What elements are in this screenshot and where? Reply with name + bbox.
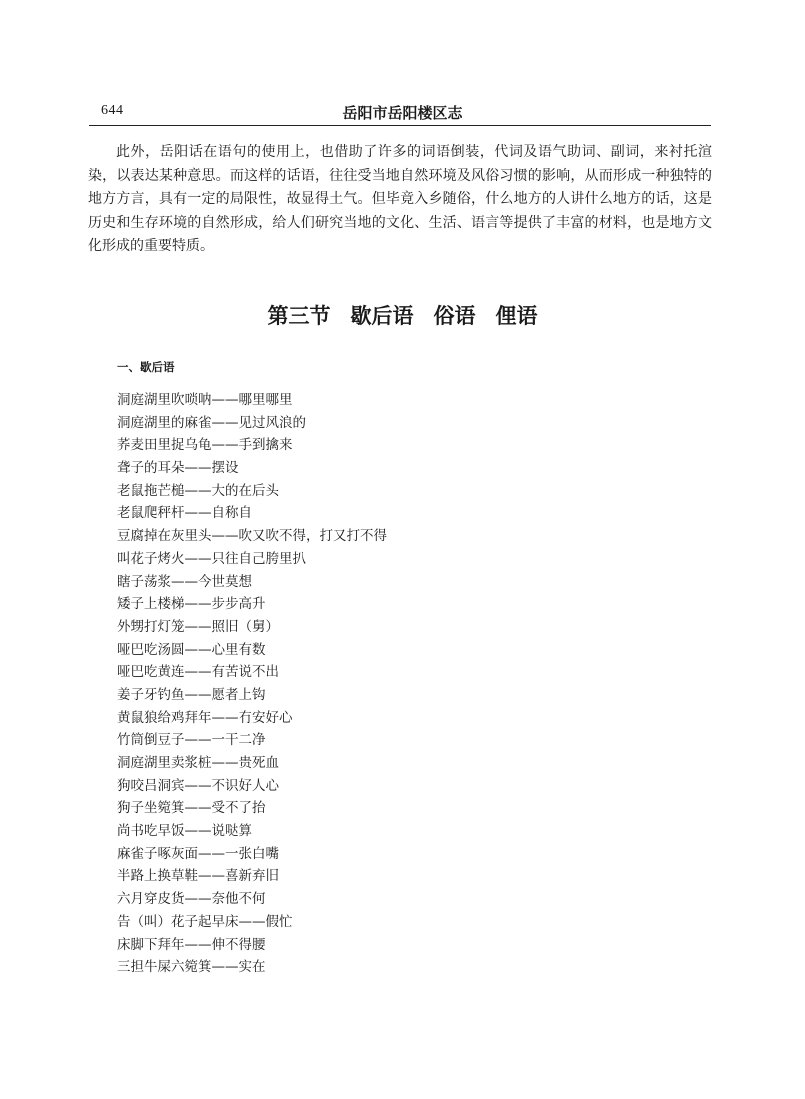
proverb-item: 六月穿皮货——奈他不何 — [117, 891, 266, 908]
proverb-item: 三担牛屎六箢箕——实在 — [117, 959, 266, 976]
page-number: 644 — [101, 103, 124, 118]
proverb-item: 洞庭湖里的麻雀——见过风浪的 — [117, 414, 306, 431]
intro-paragraph: 此外，岳阳话在语句的使用上，也借助了许多的词语倒装，代词及语气助词、副词，来衬托渲染，以表达某种意思。而这样的话语，往往受当地自然环境及风俗习惯的影响，从而形成一种独特的地方方言，具有一定的局限性，故显得土气。但毕竟入乡随俗，什么地方的人讲什么地方的话，这是历史和生存环境的自然形成，给人们研究当地的文化、生活、语言等提供了丰富的材料，也是地方文化形成的重要特质。 — [88, 144, 712, 254]
running-header-title: 岳阳市岳阳楼区志 — [342, 104, 463, 122]
proverb-item: 床脚下拜年——伸不得腰 — [117, 936, 266, 953]
proverb-item: 狗咬吕洞宾——不识好人心 — [117, 777, 279, 794]
section-title-part: 俚语 — [495, 304, 538, 328]
section-title-part: 歇后语 — [350, 304, 414, 328]
proverb-item: 麻雀子啄灰面——一张白嘴 — [117, 845, 279, 862]
proverb-item: 哑巴吃汤圆——心里有数 — [117, 641, 266, 658]
proverb-list — [117, 389, 387, 979]
proverb-item: 告（叫）花子起早床——假忙 — [117, 913, 293, 930]
proverb-item: 外甥打灯笼——照旧（舅） — [117, 618, 279, 635]
header-divider — [89, 125, 711, 126]
proverb-item: 荞麦田里捉乌龟——手到擒来 — [117, 437, 293, 454]
proverb-item: 矮子上楼梯——步步高升 — [117, 596, 266, 613]
proverb-item: 尚书吃早饭——说哒算 — [117, 823, 252, 840]
section-title-part: 俗语 — [433, 304, 476, 328]
subsection-heading: 一、歇后语 — [117, 360, 175, 374]
proverb-item: 老鼠爬秤杆——自称自 — [117, 505, 252, 522]
section-title — [0, 300, 805, 330]
proverb-item: 洞庭湖里吹唢呐——哪里哪里 — [117, 392, 293, 408]
proverb-item: 叫花子烤火——只往自己胯里扒 — [117, 550, 306, 567]
proverb-item: 哑巴吃黄连——有苦说不出 — [117, 664, 279, 681]
proverb-item: 半路上换草鞋——喜新弃旧 — [117, 868, 279, 885]
proverb-item: 姜子牙钓鱼——愿者上钩 — [117, 686, 266, 703]
proverb-item: 豆腐掉在灰里头——吹又吹不得，打又打不得 — [117, 528, 387, 545]
proverb-item: 瞎子荡浆——今世莫想 — [117, 573, 252, 590]
proverb-item: 老鼠拖芒槌——大的在后头 — [117, 482, 279, 499]
proverb-item: 聋子的耳朵——摆设 — [117, 460, 239, 477]
proverb-item: 黄鼠狼给鸡拜年——冇安好心 — [117, 709, 293, 726]
section-title-number: 第三节 — [267, 304, 331, 328]
proverb-item: 洞庭湖里卖浆桩——贵死血 — [117, 755, 279, 771]
proverb-item: 狗子坐箢箕——受不了抬 — [117, 800, 266, 817]
proverb-item: 竹筒倒豆子——一干二净 — [117, 732, 266, 749]
